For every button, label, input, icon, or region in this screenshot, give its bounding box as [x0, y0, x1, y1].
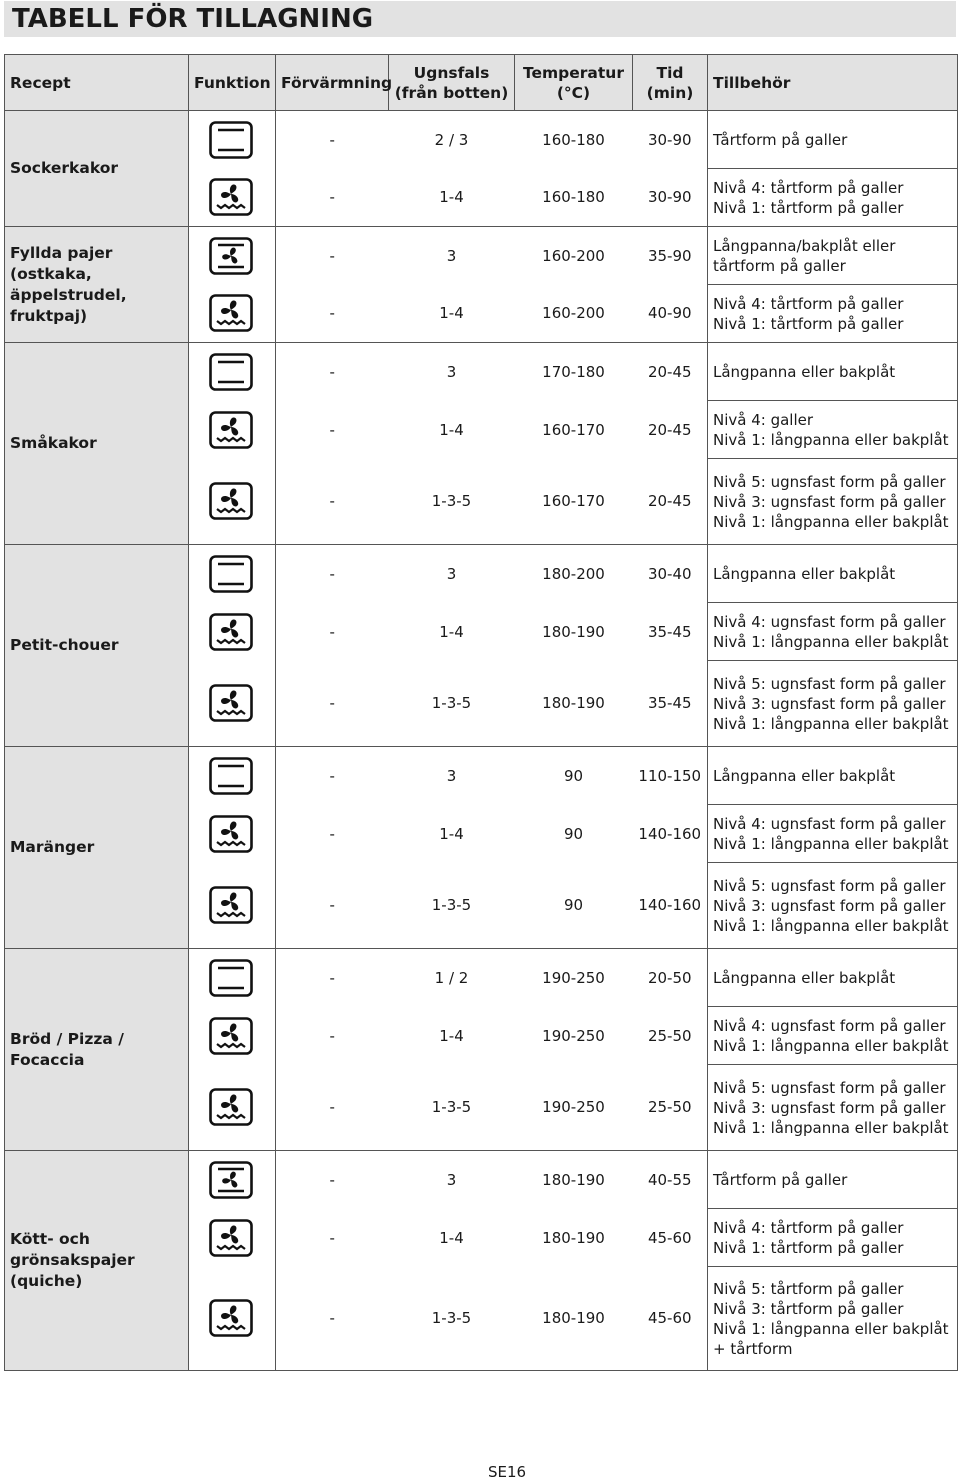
- function-cell: [189, 401, 276, 459]
- recipe-cell: [5, 343, 189, 545]
- temperature-value: 160-200: [542, 246, 605, 265]
- recipe-cell: [5, 111, 189, 227]
- accessory-line: Nivå 1: långpanna eller bakplåt: [713, 714, 949, 733]
- recipe-name: Sockerkakor: [10, 159, 119, 177]
- time-cell: [633, 227, 708, 285]
- shelf-cell: [389, 1065, 515, 1151]
- accessory-line: Nivå 4: ugnsfast form på galler: [713, 612, 946, 631]
- shelf-value: 1 / 2: [434, 968, 469, 987]
- time-cell: [633, 169, 708, 227]
- function-cell: [189, 343, 276, 401]
- header-function: [189, 55, 276, 111]
- recipe-name: Kött- och grönsakspajer (quiche): [10, 1230, 135, 1290]
- preheat-cell: [276, 661, 389, 747]
- page-title: TABELL FÖR TILLAGNING: [12, 4, 374, 34]
- shelf-cell: [389, 863, 515, 949]
- shelf-cell: [389, 169, 515, 227]
- recipe-name: Bröd / Pizza / Focaccia: [10, 1029, 124, 1069]
- fan-oven-icon: [209, 1299, 253, 1337]
- preheat-value: -: [329, 420, 335, 439]
- time-cell: [633, 1151, 708, 1209]
- preheat-value: -: [329, 694, 335, 713]
- accessory-line: Långpanna/bakplåt eller tårtform på galler: [713, 236, 896, 275]
- header-time: [633, 55, 708, 111]
- header-shelf: [389, 55, 515, 111]
- temperature-cell: [515, 1267, 633, 1371]
- time-cell: [633, 1209, 708, 1267]
- temperature-cell: [515, 169, 633, 227]
- shelf-value: 3: [446, 564, 457, 583]
- accessory-line: Långpanna eller bakplåt: [713, 564, 896, 583]
- time-value: 35-90: [647, 246, 692, 265]
- temperature-value: 190-250: [542, 968, 605, 987]
- preheat-value: -: [329, 492, 335, 511]
- shelf-value: 2 / 3: [434, 130, 469, 149]
- accessory-line: Nivå 1: tårtform på galler: [713, 198, 904, 217]
- preheat-cell: [276, 1209, 389, 1267]
- accessory-line: Nivå 3: ugnsfast form på galler: [713, 1098, 946, 1117]
- accessory-line: Nivå 1: långpanna eller bakplåt: [713, 1118, 949, 1137]
- temperature-value: 160-180: [542, 188, 605, 207]
- accessory-line: Nivå 4: tårtform på galler: [713, 1218, 904, 1237]
- temperature-value: 180-190: [542, 694, 605, 713]
- fan-oven-icon: [209, 684, 253, 722]
- temperature-value: 180-200: [542, 564, 605, 583]
- time-cell: [633, 1007, 708, 1065]
- accessories-cell: [708, 747, 958, 805]
- time-cell: [633, 661, 708, 747]
- header-temperature-line2: (°C): [556, 83, 591, 102]
- preheat-cell: [276, 169, 389, 227]
- recipe-name: Fyllda pajer (ostkaka, äppelstrudel, fruktpaj): [10, 243, 127, 325]
- accessory-line: Nivå 4: tårtform på galler: [713, 294, 904, 313]
- function-cell: [189, 949, 276, 1007]
- preheat-value: -: [329, 130, 335, 149]
- shelf-value: 1-4: [439, 622, 464, 641]
- preheat-cell: [276, 111, 389, 169]
- recipe-cell: [5, 1151, 189, 1371]
- preheat-cell: [276, 401, 389, 459]
- static-oven-icon: [209, 121, 253, 159]
- shelf-cell: [389, 805, 515, 863]
- time-cell: [633, 603, 708, 661]
- time-value: 25-50: [647, 1026, 692, 1045]
- temperature-value: 170-180: [542, 362, 605, 381]
- static-oven-icon: [209, 959, 253, 997]
- temperature-cell: [515, 401, 633, 459]
- time-value: 35-45: [647, 622, 692, 641]
- temperature-cell: [515, 111, 633, 169]
- function-cell: [189, 169, 276, 227]
- accessory-line: Nivå 5: ugnsfast form på galler: [713, 674, 946, 693]
- time-cell: [633, 949, 708, 1007]
- preheat-cell: [276, 459, 389, 545]
- preheat-value: -: [329, 968, 335, 987]
- fan-oven-icon: [209, 178, 253, 216]
- shelf-value: 1-4: [439, 420, 464, 439]
- time-cell: [633, 863, 708, 949]
- accessory-line: Nivå 5: ugnsfast form på galler: [713, 876, 946, 895]
- accessory-line: Nivå 5: tårtform på galler: [713, 1279, 904, 1298]
- accessory-line: Nivå 3: tårtform på galler: [713, 1299, 904, 1318]
- shelf-cell: [389, 1209, 515, 1267]
- table-row: [5, 227, 958, 285]
- accessory-line: Nivå 3: ugnsfast form på galler: [713, 896, 946, 915]
- temperature-cell: [515, 863, 633, 949]
- shelf-value: 1-4: [439, 824, 464, 843]
- preheat-cell: [276, 863, 389, 949]
- temperature-cell: [515, 603, 633, 661]
- time-cell: [633, 459, 708, 545]
- title-bar: [4, 1, 956, 37]
- function-cell: [189, 111, 276, 169]
- convection-bake-icon: [209, 237, 253, 275]
- preheat-cell: [276, 603, 389, 661]
- preheat-cell: [276, 949, 389, 1007]
- preheat-value: -: [329, 188, 335, 207]
- accessories-cell: [708, 1151, 958, 1209]
- time-value: 45-60: [647, 1228, 692, 1247]
- accessories-cell: [708, 1007, 958, 1065]
- shelf-cell: [389, 949, 515, 1007]
- preheat-value: -: [329, 1228, 335, 1247]
- time-value: 140-160: [638, 824, 702, 843]
- preheat-cell: [276, 227, 389, 285]
- preheat-value: -: [329, 1098, 335, 1117]
- accessories-cell: [708, 111, 958, 169]
- time-cell: [633, 805, 708, 863]
- recipe-cell: [5, 747, 189, 949]
- shelf-value: 1-3-5: [431, 896, 472, 915]
- accessories-cell: [708, 169, 958, 227]
- accessory-line: Nivå 3: ugnsfast form på galler: [713, 492, 946, 511]
- shelf-value: 1-3-5: [431, 492, 472, 511]
- recipe-cell: [5, 227, 189, 343]
- temperature-cell: [515, 805, 633, 863]
- accessories-cell: [708, 661, 958, 747]
- shelf-cell: [389, 1151, 515, 1209]
- header-preheat-label: Förvärmning: [281, 73, 393, 92]
- temperature-value: 90: [563, 824, 584, 843]
- fan-oven-icon: [209, 1017, 253, 1055]
- table-row: [5, 747, 958, 805]
- header-shelf-line2: (från botten): [394, 83, 509, 102]
- accessories-cell: [708, 459, 958, 545]
- accessory-line: Nivå 5: ugnsfast form på galler: [713, 472, 946, 491]
- time-value: 40-55: [647, 1170, 692, 1189]
- accessory-line: Nivå 5: ugnsfast form på galler: [713, 1078, 946, 1097]
- accessories-cell: [708, 1209, 958, 1267]
- header-time-line1: Tid: [656, 63, 684, 82]
- accessories-cell: [708, 401, 958, 459]
- header-recipe-label: Recept: [10, 73, 71, 92]
- accessory-line: Nivå 1: tårtform på galler: [713, 314, 904, 333]
- time-value: 110-150: [638, 766, 702, 785]
- time-cell: [633, 111, 708, 169]
- accessory-line: Tårtform på galler: [713, 1170, 848, 1189]
- temperature-cell: [515, 459, 633, 545]
- time-value: 20-45: [647, 362, 692, 381]
- temperature-value: 160-200: [542, 304, 605, 323]
- preheat-value: -: [329, 1026, 335, 1045]
- shelf-value: 1-4: [439, 1026, 464, 1045]
- preheat-cell: [276, 285, 389, 343]
- accessory-line: Nivå 1: långpanna eller bakplåt: [713, 632, 949, 651]
- recipe-name: Småkakor: [10, 434, 97, 452]
- shelf-cell: [389, 661, 515, 747]
- shelf-cell: [389, 459, 515, 545]
- accessory-line: Nivå 1: långpanna eller bakplåt + tårtform: [713, 1319, 949, 1358]
- temperature-cell: [515, 1151, 633, 1209]
- temperature-cell: [515, 661, 633, 747]
- accessory-line: Långpanna eller bakplåt: [713, 968, 896, 987]
- table-header-row: [5, 55, 958, 111]
- accessories-cell: [708, 285, 958, 343]
- shelf-value: 3: [446, 1170, 457, 1189]
- temperature-cell: [515, 343, 633, 401]
- accessory-line: Tårtform på galler: [713, 130, 848, 149]
- shelf-cell: [389, 747, 515, 805]
- time-value: 140-160: [638, 896, 702, 915]
- accessory-line: Nivå 4: tårtform på galler: [713, 178, 904, 197]
- time-cell: [633, 401, 708, 459]
- shelf-value: 3: [446, 362, 457, 381]
- fan-oven-icon: [209, 613, 253, 651]
- temperature-value: 160-170: [542, 492, 605, 511]
- function-cell: [189, 1007, 276, 1065]
- shelf-cell: [389, 1267, 515, 1371]
- function-cell: [189, 661, 276, 747]
- accessories-cell: [708, 805, 958, 863]
- function-cell: [189, 603, 276, 661]
- preheat-value: -: [329, 622, 335, 641]
- header-preheat: [276, 55, 393, 111]
- preheat-value: -: [329, 766, 335, 785]
- temperature-value: 180-190: [542, 1309, 605, 1328]
- fan-oven-icon: [209, 886, 253, 924]
- temperature-value: 160-180: [542, 130, 605, 149]
- function-cell: [189, 1151, 276, 1209]
- shelf-value: 1-4: [439, 1228, 464, 1247]
- temperature-cell: [515, 227, 633, 285]
- header-time-line2: (min): [646, 83, 694, 102]
- temperature-value: 190-250: [542, 1098, 605, 1117]
- fan-oven-icon: [209, 815, 253, 853]
- function-cell: [189, 1267, 276, 1371]
- header-accessories-label: Tillbehör: [713, 73, 791, 92]
- cooking-table: [4, 54, 958, 1371]
- time-value: 30-90: [647, 130, 692, 149]
- accessory-line: Nivå 4: galler: [713, 410, 814, 429]
- shelf-cell: [389, 1007, 515, 1065]
- table-row: [5, 111, 958, 169]
- fan-oven-icon: [209, 1088, 253, 1126]
- convection-bake-icon: [209, 1161, 253, 1199]
- temperature-cell: [515, 285, 633, 343]
- table-row: [5, 545, 958, 603]
- preheat-cell: [276, 1267, 389, 1371]
- shelf-value: 1-4: [439, 304, 464, 323]
- time-cell: [633, 1065, 708, 1151]
- accessory-line: Nivå 4: ugnsfast form på galler: [713, 814, 946, 833]
- accessories-cell: [708, 545, 958, 603]
- fan-oven-icon: [209, 411, 253, 449]
- function-cell: [189, 747, 276, 805]
- accessory-line: Nivå 1: långpanna eller bakplåt: [713, 834, 949, 853]
- header-temperature-line1: Temperatur: [523, 63, 624, 82]
- accessory-line: Nivå 1: långpanna eller bakplåt: [713, 1036, 949, 1055]
- time-value: 20-45: [647, 420, 692, 439]
- recipe-name: Petit-chouer: [10, 636, 119, 654]
- time-value: 25-50: [647, 1098, 692, 1117]
- temperature-value: 180-190: [542, 622, 605, 641]
- shelf-cell: [389, 343, 515, 401]
- accessories-cell: [708, 227, 958, 285]
- preheat-value: -: [329, 1170, 335, 1189]
- temperature-cell: [515, 747, 633, 805]
- accessories-cell: [708, 949, 958, 1007]
- fan-oven-icon: [209, 482, 253, 520]
- time-cell: [633, 747, 708, 805]
- temperature-cell: [515, 1065, 633, 1151]
- accessory-line: Nivå 1: tårtform på galler: [713, 1238, 904, 1257]
- shelf-value: 1-3-5: [431, 694, 472, 713]
- time-cell: [633, 343, 708, 401]
- preheat-value: -: [329, 362, 335, 381]
- time-value: 20-50: [647, 968, 692, 987]
- accessory-line: Nivå 3: ugnsfast form på galler: [713, 694, 946, 713]
- time-cell: [633, 545, 708, 603]
- preheat-value: -: [329, 896, 335, 915]
- preheat-value: -: [329, 824, 335, 843]
- accessory-line: Nivå 1: långpanna eller bakplåt: [713, 916, 949, 935]
- recipe-name: Maränger: [10, 838, 95, 856]
- preheat-cell: [276, 1151, 389, 1209]
- recipe-cell: [5, 545, 189, 747]
- header-function-label: Funktion: [194, 73, 271, 92]
- static-oven-icon: [209, 555, 253, 593]
- function-cell: [189, 1209, 276, 1267]
- shelf-value: 3: [446, 246, 457, 265]
- accessory-line: Långpanna eller bakplåt: [713, 766, 896, 785]
- preheat-cell: [276, 747, 389, 805]
- temperature-cell: [515, 1007, 633, 1065]
- temperature-cell: [515, 1209, 633, 1267]
- shelf-value: 3: [446, 766, 457, 785]
- preheat-value: -: [329, 246, 335, 265]
- temperature-value: 180-190: [542, 1228, 605, 1247]
- temperature-value: 180-190: [542, 1170, 605, 1189]
- header-shelf-line1: Ugnsfals: [413, 63, 490, 82]
- static-oven-icon: [209, 757, 253, 795]
- time-value: 30-90: [647, 188, 692, 207]
- preheat-cell: [276, 1007, 389, 1065]
- function-cell: [189, 285, 276, 343]
- preheat-cell: [276, 1065, 389, 1151]
- time-value: 35-45: [647, 694, 692, 713]
- accessories-cell: [708, 603, 958, 661]
- temperature-value: 160-170: [542, 420, 605, 439]
- temperature-value: 90: [563, 766, 584, 785]
- preheat-value: -: [329, 1309, 335, 1328]
- time-cell: [633, 285, 708, 343]
- temperature-cell: [515, 545, 633, 603]
- header-accessories: [708, 55, 958, 111]
- accessory-line: Nivå 4: ugnsfast form på galler: [713, 1016, 946, 1035]
- shelf-cell: [389, 285, 515, 343]
- header-recipe: [5, 55, 189, 111]
- temperature-cell: [515, 949, 633, 1007]
- fan-oven-icon: [209, 1219, 253, 1257]
- preheat-value: -: [329, 564, 335, 583]
- accessory-line: Nivå 1: långpanna eller bakplåt: [713, 430, 949, 449]
- header-temperature: [515, 55, 633, 111]
- shelf-value: 1-3-5: [431, 1309, 472, 1328]
- fan-oven-icon: [209, 294, 253, 332]
- time-value: 20-45: [647, 492, 692, 511]
- preheat-cell: [276, 805, 389, 863]
- preheat-value: -: [329, 304, 335, 323]
- table-row: [5, 949, 958, 1007]
- temperature-value: 90: [563, 896, 584, 915]
- shelf-cell: [389, 111, 515, 169]
- table-row: [5, 343, 958, 401]
- accessories-cell: [708, 1267, 958, 1371]
- page-number: SE16: [488, 1463, 527, 1481]
- temperature-value: 190-250: [542, 1026, 605, 1045]
- accessories-cell: [708, 343, 958, 401]
- accessory-line: Nivå 1: långpanna eller bakplåt: [713, 512, 949, 531]
- time-value: 45-60: [647, 1309, 692, 1328]
- accessories-cell: [708, 863, 958, 949]
- accessory-line: Långpanna eller bakplåt: [713, 362, 896, 381]
- static-oven-icon: [209, 353, 253, 391]
- shelf-cell: [389, 603, 515, 661]
- shelf-cell: [389, 401, 515, 459]
- table-row: [5, 1151, 958, 1209]
- recipe-cell: [5, 949, 189, 1151]
- preheat-cell: [276, 343, 389, 401]
- accessories-cell: [708, 1065, 958, 1151]
- function-cell: [189, 1065, 276, 1151]
- time-cell: [633, 1267, 708, 1371]
- time-value: 30-40: [647, 564, 692, 583]
- function-cell: [189, 805, 276, 863]
- preheat-cell: [276, 545, 389, 603]
- function-cell: [189, 227, 276, 285]
- shelf-value: 1-4: [439, 188, 464, 207]
- function-cell: [189, 863, 276, 949]
- time-value: 40-90: [647, 304, 692, 323]
- function-cell: [189, 459, 276, 545]
- shelf-value: 1-3-5: [431, 1098, 472, 1117]
- shelf-cell: [389, 545, 515, 603]
- shelf-cell: [389, 227, 515, 285]
- function-cell: [189, 545, 276, 603]
